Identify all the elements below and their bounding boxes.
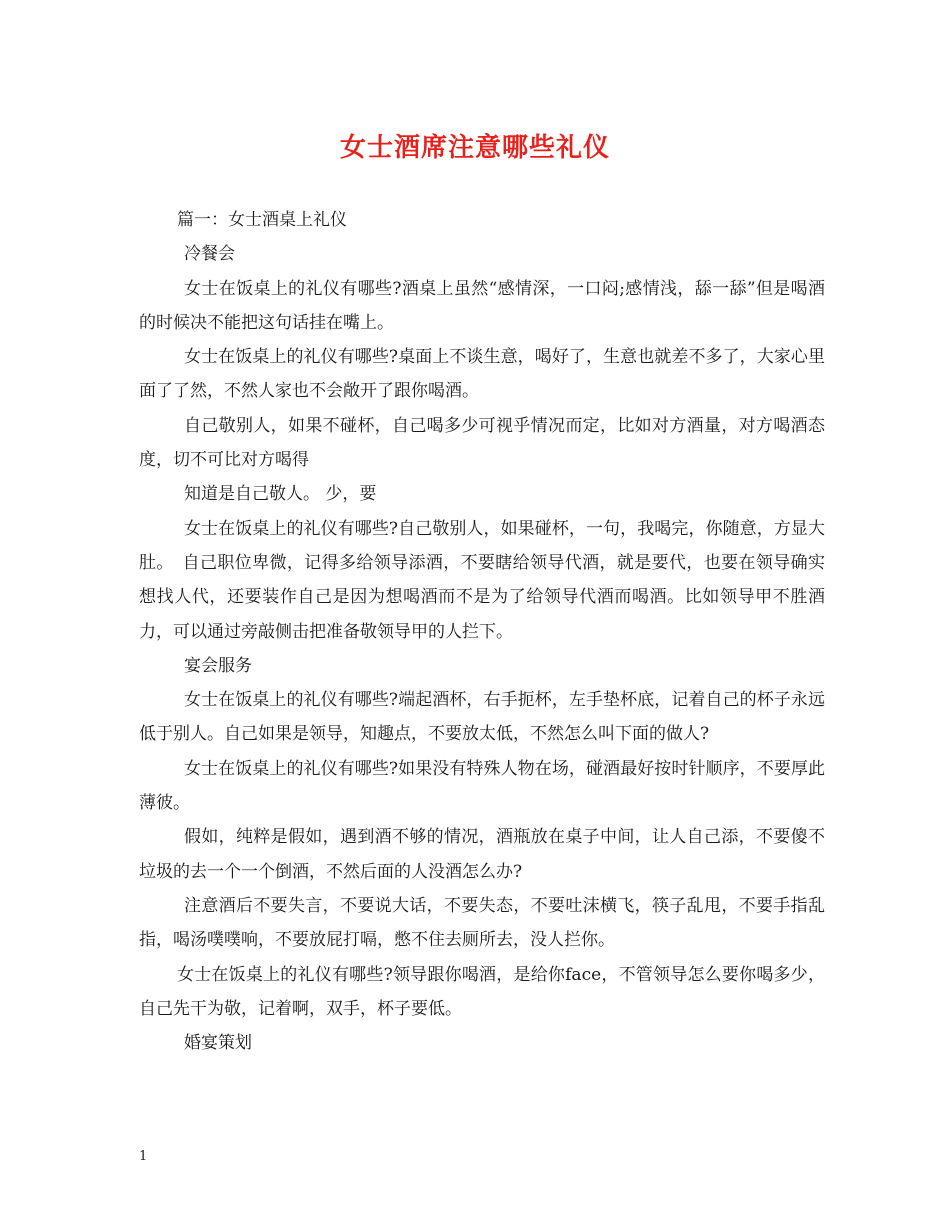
- section-heading: 篇一：女士酒桌上礼仪: [177, 210, 347, 230]
- document-body: [139, 203, 825, 1060]
- page-number: 1: [139, 1149, 148, 1164]
- subheading: 宴会服务: [184, 655, 252, 676]
- paragraph: 女士在饭桌上的礼仪有哪些?端起酒杯，右手扼杯，左手垫杯底，记着自己的杯子永远低于别人。自己如果是领导，知趣点，不要放太低，不然怎么叫下面的做人?: [139, 690, 825, 745]
- subheading: 婚宴策划: [184, 1033, 252, 1054]
- paragraph: 自己敬别人，如果不碰杯，自己喝多少可视乎情况而定，比如对方酒量，对方喝酒态度，切不可比对方喝得: [139, 415, 825, 471]
- subheading: 冷餐会: [184, 244, 235, 265]
- paragraph: 女士在饭桌上的礼仪有哪些?领导跟你喝酒，是给你face，不管领导怎么要你喝多少，自己先干为敬，记着啊，双手，杯子要低。: [139, 964, 825, 1019]
- paragraph: 女士在饭桌上的礼仪有哪些?自己敬别人，如果碰杯，一句，我喝完，你随意，方显大肚。 自己职位卑微，记得多给领导添酒，不要瞎给领导代酒，就是要代，也要在领导确实想找人代，还要装作自己是因为想喝酒而不是为了给领导代酒而喝酒。比如领导甲不胜酒力，可以通过旁敲侧击把准备敬领导甲的人拦下。: [139, 518, 825, 642]
- paragraph: 女士在饭桌上的礼仪有哪些?桌面上不谈生意，喝好了，生意也就差不多了，大家心里面了了然，不然人家也不会敞开了跟你喝酒。: [139, 347, 825, 402]
- paragraph: 注意酒后不要失言，不要说大话，不要失态，不要吐沫横飞，筷子乱甩，不要手指乱指，喝汤噗噗响，不要放屁打嗝，憋不住去厕所去，没人拦你。: [139, 895, 825, 951]
- paragraph: 女士在饭桌上的礼仪有哪些?如果没有特殊人物在场，碰酒最好按时针顺序，不要厚此薄彼。: [139, 758, 825, 814]
- paragraph: 知道是自己敬人。 少，要: [184, 484, 377, 505]
- document-title: 女士酒席注意哪些礼仪: [339, 133, 610, 163]
- paragraph: 假如，纯粹是假如，遇到酒不够的情况，酒瓶放在桌子中间，让人自己添，不要傻不垃圾的去一个一个倒酒，不然后面的人没酒怎么办?: [139, 827, 825, 882]
- paragraph: 女士在饭桌上的礼仪有哪些?酒桌上虽然“感情深，一口闷;感情浅，舔一舔”但是喝酒的时候决不能把这句话挂在嘴上。: [139, 278, 825, 333]
